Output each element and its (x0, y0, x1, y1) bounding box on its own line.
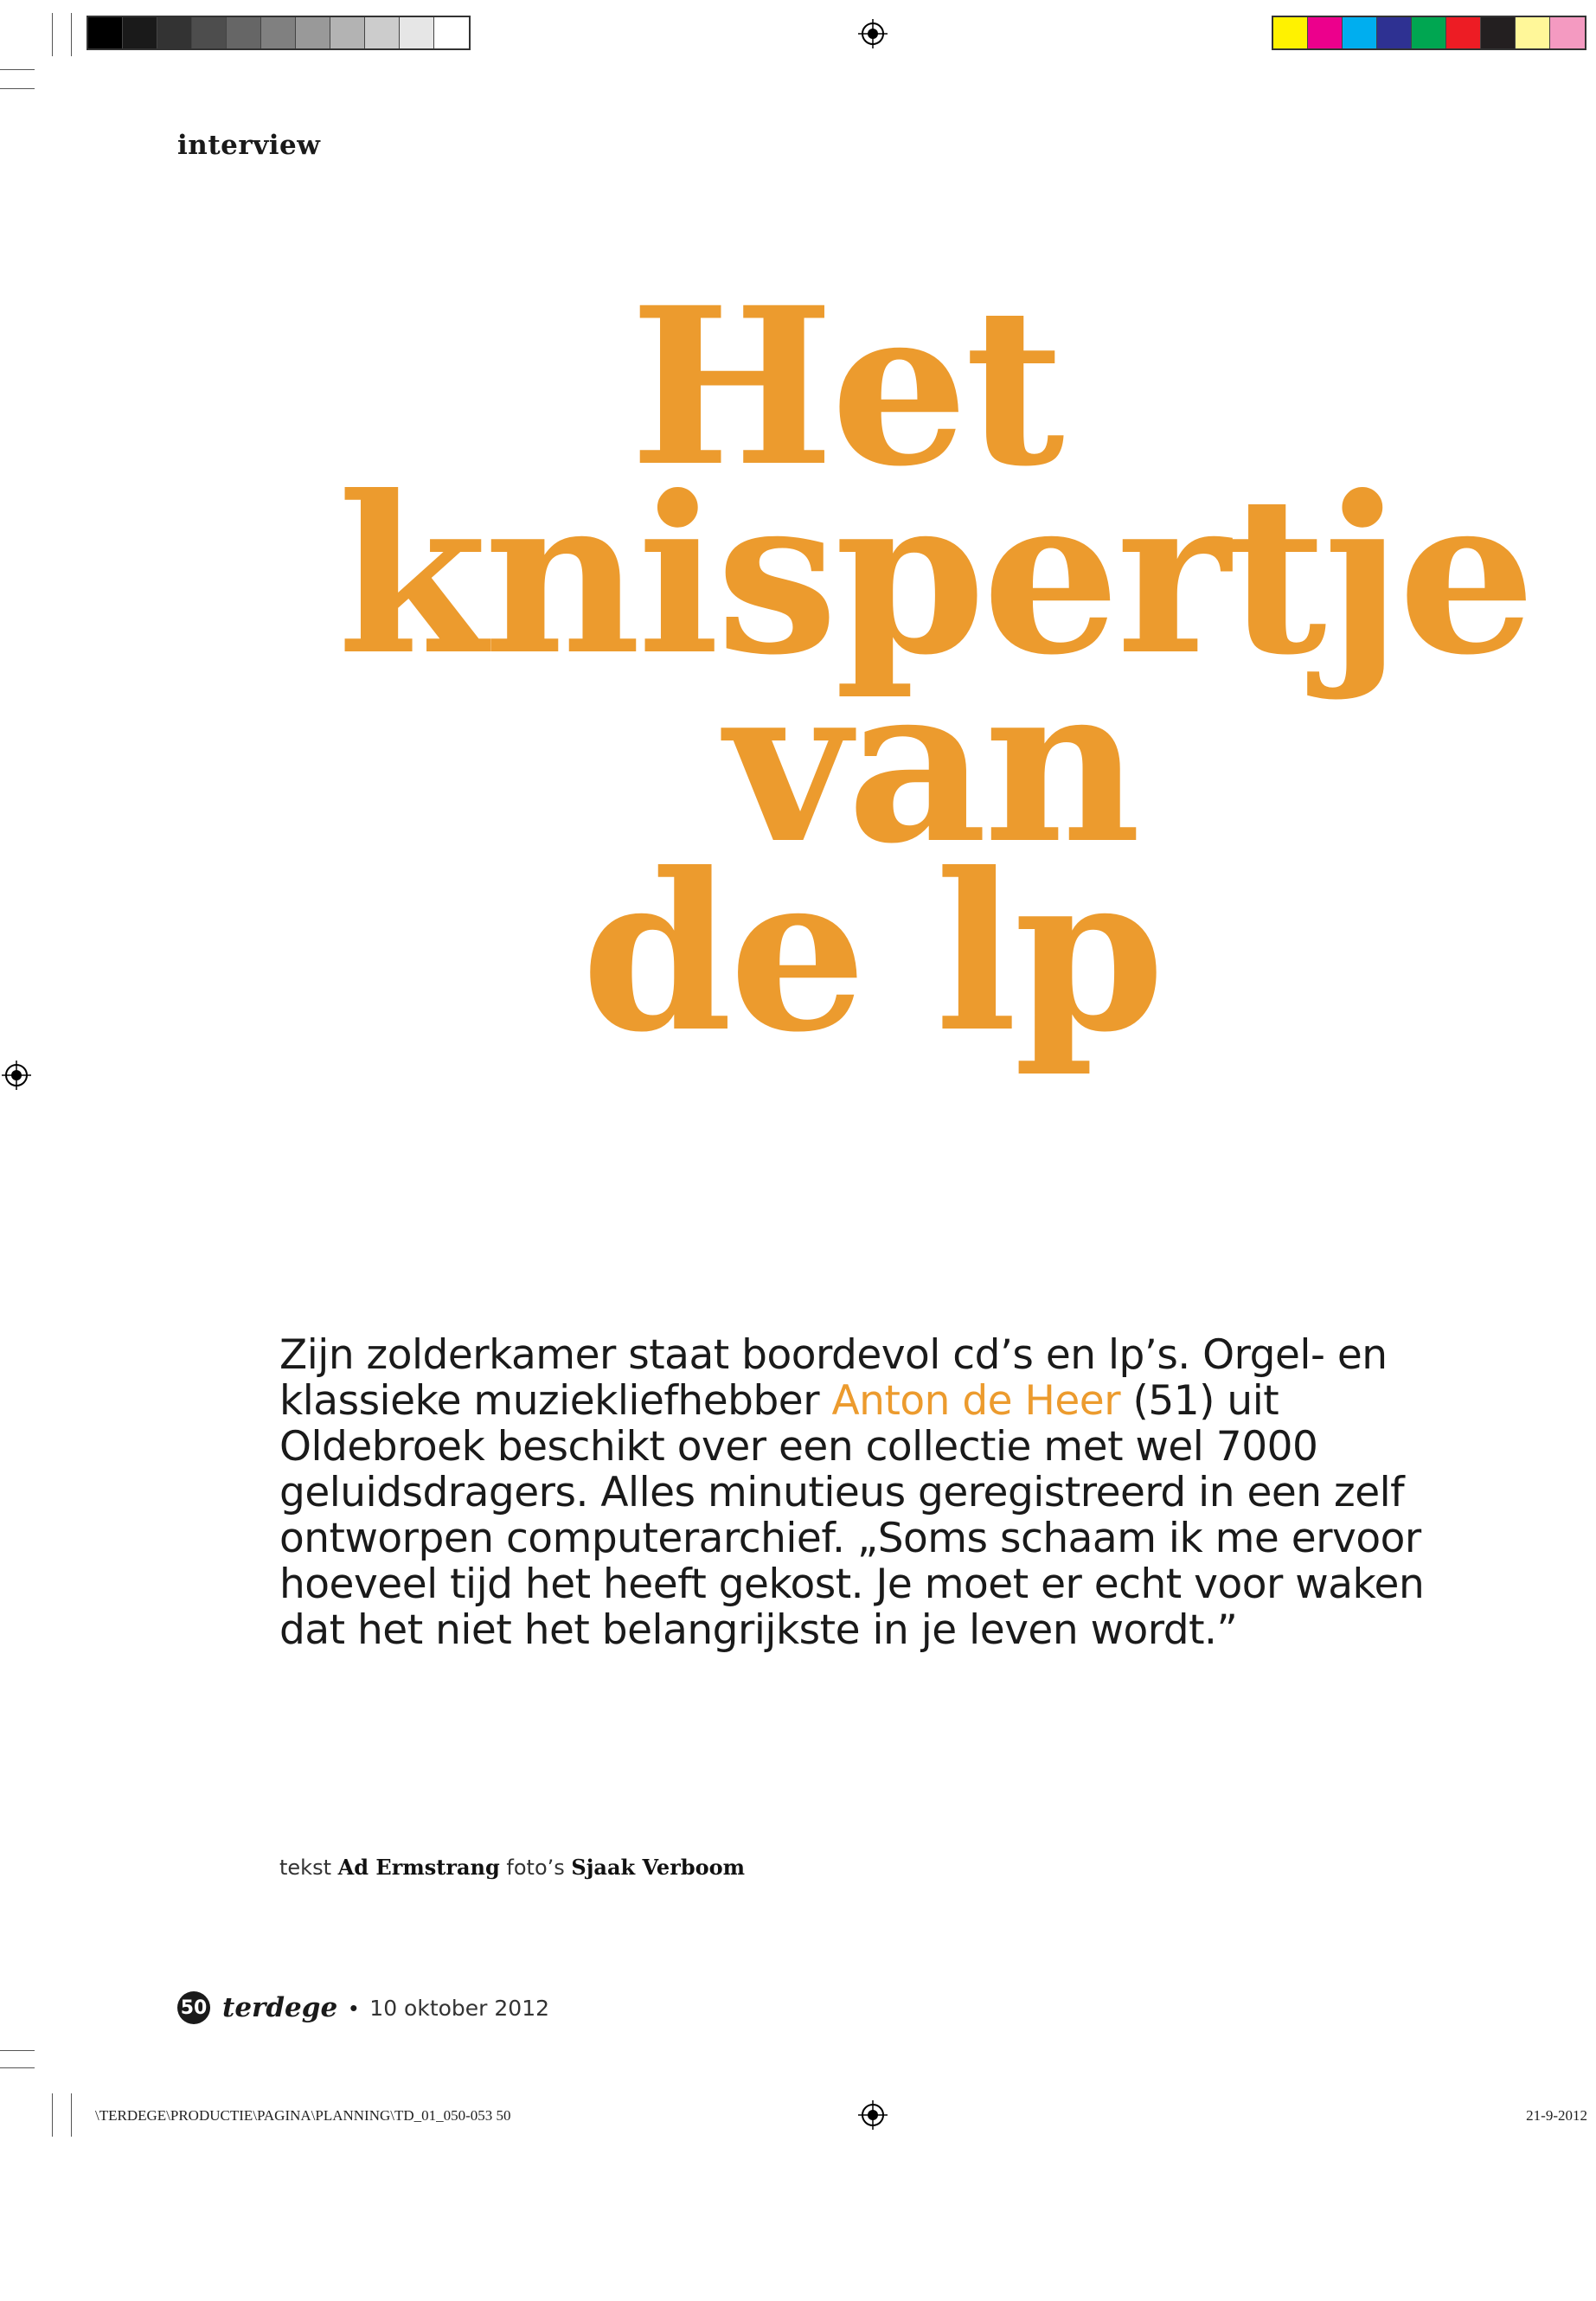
color-swatch (434, 17, 469, 48)
magazine-logo: terdege (222, 1992, 338, 2023)
color-swatch (1550, 17, 1585, 48)
color-swatch (400, 17, 434, 48)
crop-mark (52, 13, 53, 56)
color-swatch (227, 17, 261, 48)
color-swatch (296, 17, 330, 48)
color-swatch (157, 17, 192, 48)
color-swatch (365, 17, 400, 48)
photo-credit-label: foto’s (506, 1856, 565, 1880)
text-credit-label: tekst (279, 1856, 331, 1880)
crop-mark (52, 2093, 53, 2137)
crop-mark (0, 2050, 35, 2051)
intro-text: (51) uit Oldebroek beschikt over een collectie met wel 7000 geluidsdragers. Alles minutieus geregistreerd in een zelf ontworpen computerarchief. „Soms schaam ik me ervoor hoeveel tijd het heeft gekost. Je moet er echt voor waken dat het niet het belangrijkste in je leven wordt.” (279, 1377, 1425, 1654)
byline (279, 1855, 745, 1880)
slug-date: 21-9-2012 (1526, 2107, 1587, 2124)
slug-file-path: \TERDEGE\PRODUCTIE\PAGINA\PLANNING\TD_01_050-053 50 (95, 2107, 511, 2124)
page-number: 50 (177, 1991, 210, 2024)
color-swatch (1516, 17, 1550, 48)
crop-mark (0, 88, 35, 89)
color-swatch (1308, 17, 1343, 48)
intro-paragraph (279, 1332, 1473, 1653)
grayscale-color-bar (87, 16, 471, 50)
color-swatch (192, 17, 227, 48)
color-swatch (1343, 17, 1377, 48)
photographer-name: Sjaak Verboom (571, 1855, 746, 1880)
color-swatch (330, 17, 365, 48)
issue-date: 10 oktober 2012 (369, 1995, 550, 2021)
headline-line-2: knispertje (337, 448, 1533, 702)
intro-text: Zijn zolderkamer staat boordevol cd’s en lp’s. Orgel- en klassieke muziekliefhebber (279, 1331, 1388, 1425)
color-swatch (123, 17, 157, 48)
color-swatch (261, 17, 296, 48)
crop-mark (0, 2067, 35, 2068)
section-label: interview (177, 130, 321, 161)
color-swatch (1446, 17, 1481, 48)
color-swatch (1481, 17, 1516, 48)
process-color-bar (1272, 16, 1586, 50)
crop-mark (71, 2093, 72, 2137)
registration-mark-icon (858, 19, 888, 48)
color-swatch (1377, 17, 1412, 48)
author-name: Ad Ermstrang (337, 1855, 500, 1880)
separator: • (349, 1994, 358, 2021)
registration-mark-icon (2, 1061, 31, 1090)
interviewee-name: Anton de Heer (831, 1377, 1121, 1425)
registration-mark-icon (858, 2100, 888, 2130)
headline-line-1: Het (630, 260, 1061, 514)
headline-line-4: de lp (581, 825, 1162, 1080)
folio (177, 1991, 549, 2024)
headline-line-3: van (725, 637, 1138, 891)
color-swatch (1412, 17, 1446, 48)
color-swatch (1273, 17, 1308, 48)
crop-mark (71, 13, 72, 56)
color-swatch (88, 17, 123, 48)
crop-mark (0, 69, 35, 70)
